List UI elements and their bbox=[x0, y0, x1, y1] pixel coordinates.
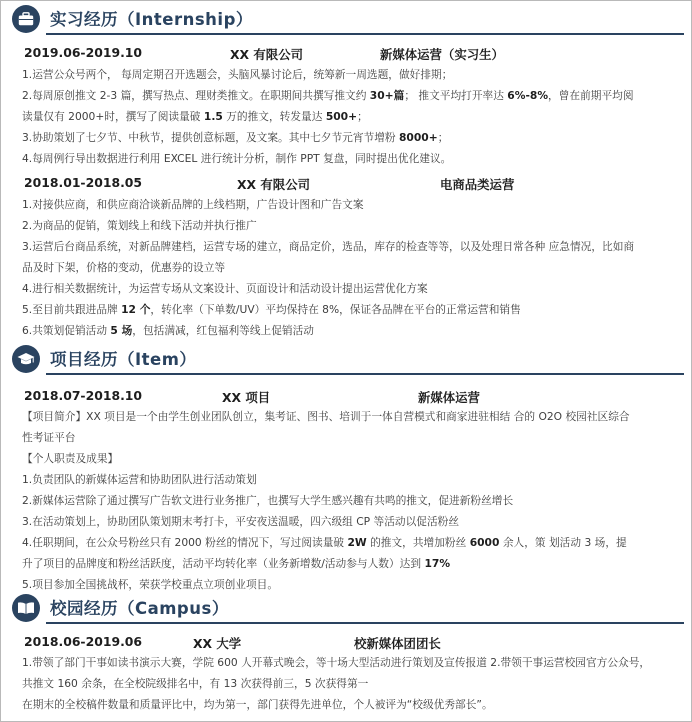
description-line: 1.带领了部门干事如读书演示大赛，学院 600 人开幕式晚会，等十场大型活动进行策划及宣传报道 2.带领干事运营校园官方公众号， bbox=[22, 656, 651, 669]
description-line: 品及时下架，价格的变动，优惠券的设立等 bbox=[22, 261, 226, 274]
description-line: 2.为商品的促销，策划线上和线下活动并执行推广 bbox=[22, 219, 257, 232]
entry-organization: XX 项目 bbox=[222, 390, 271, 405]
section-divider bbox=[46, 622, 684, 624]
entry-organization: XX 有限公司 bbox=[230, 47, 303, 62]
graduation-cap-icon bbox=[12, 345, 40, 373]
description-line: 1.运营公众号两个， 每周定期召开选题会，头脑风暴讨论后，统筹新一周选题，做好排期； bbox=[22, 68, 453, 81]
entry-date: 2018.07-2018.10 bbox=[24, 388, 143, 403]
campus-section-header bbox=[10, 593, 680, 625]
briefcase-icon bbox=[12, 5, 40, 33]
description-line: 4.任职期间，在公众号粉丝只有 2000 粉丝的情况下，写过阅读量破 2W 的推文，共增加粉丝 6000 余人，策 划活动 3 场，提 bbox=[22, 536, 627, 549]
entry-organization: XX 大学 bbox=[193, 636, 242, 651]
item-section-header bbox=[10, 344, 680, 376]
entry-description bbox=[22, 194, 682, 341]
internship-section-header bbox=[10, 4, 680, 36]
entry-date: 2019.06-2019.10 bbox=[24, 45, 143, 60]
entry-description bbox=[22, 64, 682, 169]
description-line: 在期末的全校稿件数量和质量评比中，均为第一，部门获得先进单位，个人被评为“校级优秀部长”。 bbox=[22, 698, 493, 711]
description-line: 【项目简介】XX 项目是一个由学生创业团队创立，集考证、图书、培训于一体自营模式和商家进驻相结 合的 O2O 校园社区综合 bbox=[22, 410, 630, 423]
entry-role: 校新媒体团团长 bbox=[354, 636, 441, 651]
description-line: 4.进行相关数据统计，为运营专场从文案设计、页面设计和活动设计提出运营优化方案 bbox=[22, 282, 428, 295]
description-line: 【个人职责及成果】 bbox=[22, 452, 119, 465]
book-icon bbox=[12, 594, 40, 622]
section-divider bbox=[46, 373, 684, 375]
description-line: 3.协助策划了七夕节、中秋节，提供创意标题，及文案。其中七夕节元宵节增粉 8000+； bbox=[22, 131, 449, 144]
description-line: 6.共策划促销活动 5 场，包括满减，红包福利等线上促销活动 bbox=[22, 324, 314, 337]
description-line: 3.在活动策划上，协助团队策划期末考打卡，平安夜送温暖，四六级组 CP 等活动以促活粉丝 bbox=[22, 515, 460, 528]
section-title: 实习经历（Internship） bbox=[50, 10, 253, 29]
description-line: 1.负责团队的新媒体运营和协助团队进行活动策划 bbox=[22, 473, 257, 486]
entry-role: 新媒体运营（实习生） bbox=[380, 47, 504, 62]
entry-role: 新媒体运营 bbox=[418, 390, 480, 405]
description-line: 共推文 160 余条，在全校院级排名中，有 13 次获得前三，5 次获得第一 bbox=[22, 677, 369, 690]
description-line: 5.项目参加全国挑战杯，荣获学校重点立项创业项目。 bbox=[22, 578, 279, 591]
entry-organization: XX 有限公司 bbox=[237, 177, 310, 192]
description-line: 升了项目的品牌度和粉丝活跃度，活动平均转化率（业务新增数/活动参与人数）达到 17% bbox=[22, 557, 451, 570]
section-title: 项目经历（Item） bbox=[50, 350, 197, 369]
entry-description bbox=[22, 406, 682, 595]
entry-date: 2018.06-2019.06 bbox=[24, 634, 143, 649]
section-title: 校园经历（Campus） bbox=[50, 599, 229, 618]
entry-date: 2018.01-2018.05 bbox=[24, 175, 143, 190]
description-line: 读量仅有 2000+时，撰写了阅读量破 1.5 万的推文，转发量达 500+； bbox=[22, 110, 368, 123]
description-line: 2.新媒体运营除了通过撰写广告软文进行业务推广，也撰写大学生感兴趣有共鸣的推文，促进新粉丝增长 bbox=[22, 494, 514, 507]
description-line: 5.至目前共跟进品牌 12 个，转化率（下单数/UV）平均保持在 8%，保证各品牌在平台的正常运营和销售 bbox=[22, 303, 521, 316]
description-line: 4.每周例行导出数据进行利用 EXCEL 进行统计分析，制作 PPT 复盘，同时提出优化建议。 bbox=[22, 152, 452, 165]
description-line: 2.每周原创推文 2-3 篇，撰写热点、理财类推文。在职期间共撰写推文约 30+篇； 推文平均打开率达 6%-8%，曾在前期平均阅 bbox=[22, 89, 634, 102]
entry-role: 电商品类运营 bbox=[440, 177, 515, 192]
description-line: 性考证平台 bbox=[22, 431, 76, 444]
description-line: 1.对接供应商，和供应商洽谈新品牌的上线档期，广告设计图和广告文案 bbox=[22, 198, 364, 211]
section-divider bbox=[46, 33, 684, 35]
description-line: 3.运营后台商品系统，对新品牌建档，运营专场的建立，商品定价，选品，库存的检查等等，以及处理日常各种 应急情况，比如商 bbox=[22, 240, 635, 253]
entry-description bbox=[22, 652, 682, 715]
